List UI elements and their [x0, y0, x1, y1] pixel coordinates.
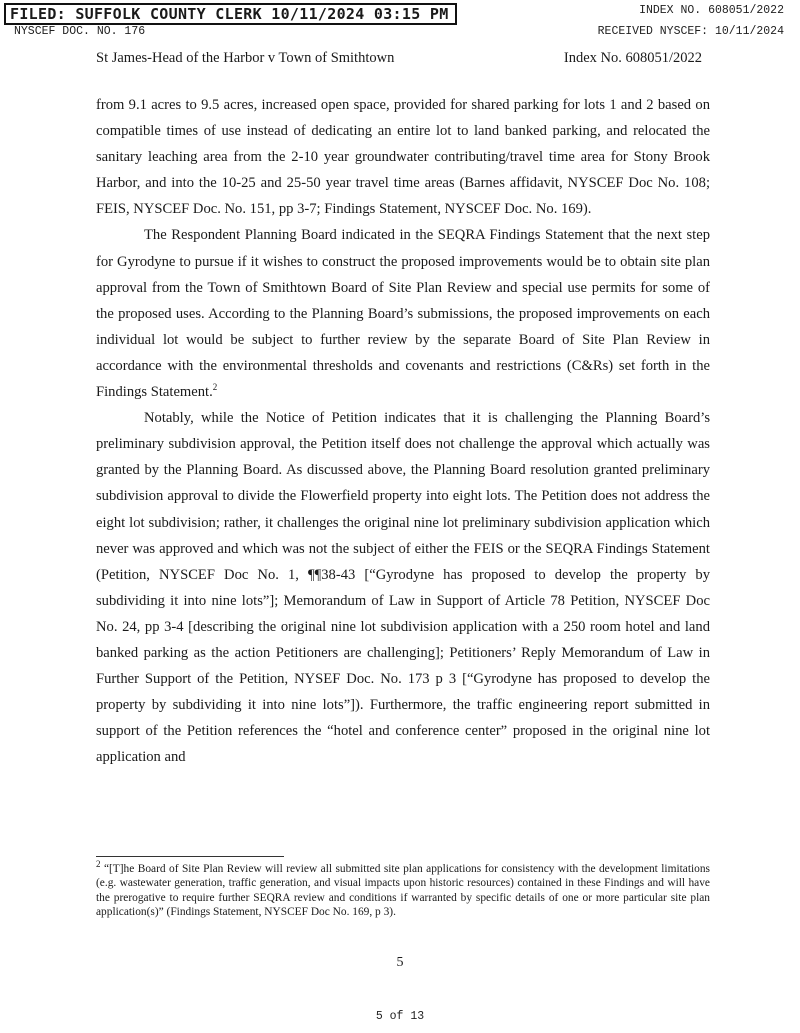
filed-stamp: FILED: SUFFOLK COUNTY CLERK 10/11/2024 03:15 PM [4, 3, 457, 25]
page-number: 5 [396, 955, 404, 970]
paragraph-3: Notably, while the Notice of Petition indicates that it is challenging the Planning Board’s preliminary subdivision approval, the Petition itself does not challenge the approval which actually was granted by the Planning Board. As discussed above, the Planning Board resolution granted preliminary subdivision approval to divide the Flowerfield property into eight lots. The Petition does not address the eight lot subdivision; rather, it challenges the original nine lot preliminary subdivision application which never was approved and which was not the subject of either the FEIS or the SEQRA Findings Statement (Petition, NYSCEF Doc No. 1, ¶¶38-43 [“Gyrodyne has proposed to develop the property by subdividing it into nine lots”]; Memorandum of Law in Support of Article 78 Petition, NYSCEF Doc No. 24, pp 3-4 [describing the original nine lot subdivision application with a 250 room hotel and land banked parking as the action Petitioners are challenging]; Petitioners’ Reply Memorandum of Law in Further Support of the Petition, NYSEF Doc. No. 173 p 3 [“Gyrodyne has proposed to develop the property by subdividing it into nine lots”]). Furthermore, the traffic engineering report submitted in support of the Petition references the “hotel and conference center” proposed in the original nine lot application and [96, 410, 710, 766]
footnote-text: “[T]he Board of Site Plan Review will review all submitted site plan applications for consistency with the development limitations (e.g. wastewater generation, traffic generation, and visual impacts upon historic resources) contained in these Findings and will have the prerogative to require further SEQRA review and conditions if warranted by specific details of one or more particular site plan application(s)” (Findings Statement, NYSCEF Doc No. 169, p 3). [96, 863, 710, 919]
case-title: St James-Head of the Harbor v Town of Smithtown [96, 50, 395, 66]
body-text [96, 92, 710, 770]
index-number: INDEX NO. 608051/2022 [639, 4, 784, 17]
received-date: RECEIVED NYSCEF: 10/11/2024 [597, 25, 784, 38]
page-of-total: 5 of 13 [375, 1010, 425, 1023]
paragraph-1: from 9.1 acres to 9.5 acres, increased open space, provided for shared parking for lots 1 and 2 based on compatible times of use instead of dedicating an entire lot to land banked parking, and relocated the sanitary leaching area from the 2-10 year groundwater contributing/travel time area for Stony Brook Harbor, and into the 10-25 and 25-50 year travel time areas (Barnes affidavit, NYSCEF Doc No. 108; FEIS, NYSCEF Doc. No. 151, pp 3-7; Findings Statement, NYSCEF Doc. No. 169). [96, 97, 710, 218]
footnote [96, 859, 710, 920]
footnote-ref: 2 [212, 382, 218, 393]
paragraph-2 [96, 222, 710, 405]
paragraph-2-text: The Respondent Planning Board indicated in the SEQRA Findings Statement that the next step for Gyrodyne to pursue if it wishes to construct the proposed improvements would be to obtain site plan approval from the Town of Smithtown Board of Site Plan Review and special use permits for some of the proposed uses. According to the Planning Board’s submissions, the proposed improvements on each individual lot would be subject to further review by the separate Board of Site Plan Review in accordance with the environmental thresholds and covenants and restrictions (C&Rs) set forth in the Findings Statement. [96, 227, 710, 401]
case-index-number: Index No. 608051/2022 [563, 50, 702, 66]
nyscef-doc-number: NYSCEF DOC. NO. 176 [14, 25, 146, 38]
footnote-divider [96, 856, 284, 857]
footnote-marker: 2 [96, 859, 101, 870]
